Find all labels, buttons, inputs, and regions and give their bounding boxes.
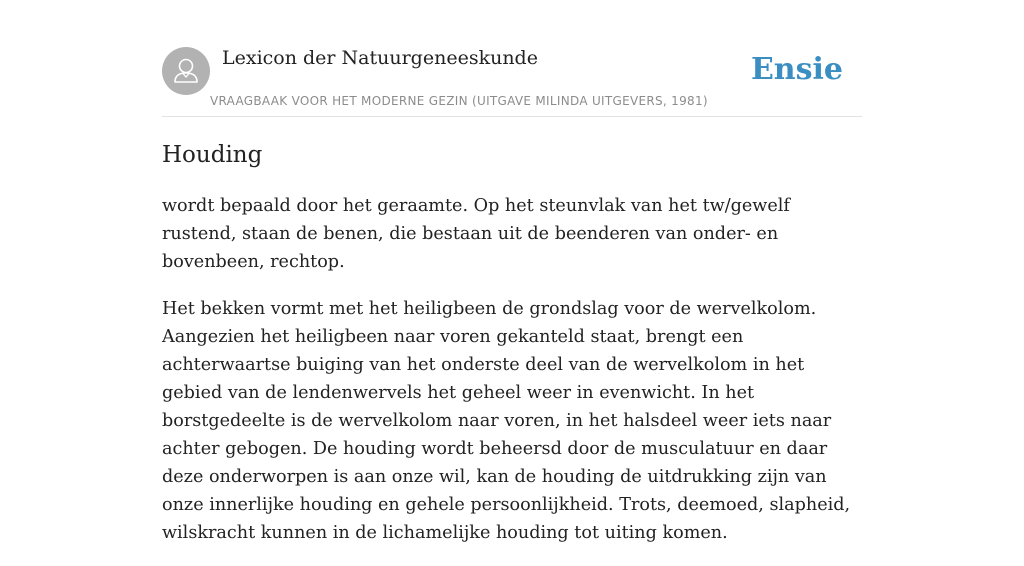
entry-title: Houding [162, 142, 263, 168]
user-silhouette-icon[interactable] [162, 47, 210, 95]
book-title-link[interactable]: Lexicon der Natuurgeneeskunde [222, 47, 538, 69]
entry-paragraph: wordt bepaald door het geraamte. Op het steunvlak van het tw/gewelf rustend, staan de benen, die bestaan uit de beenderen van onder- en bovenbeen, rechtop. [162, 196, 790, 272]
book-subtitle: VRAAGBAAK VOOR HET MODERNE GEZIN (UITGAVE MILINDA UITGEVERS, 1981) [210, 94, 708, 108]
source-header [162, 46, 862, 117]
ensie-logo-link[interactable]: Ensie [750, 52, 843, 87]
entry-paragraph: Het bekken vormt met het heiligbeen de grondslag voor de wervelkolom. Aangezien het heiligbeen naar voren gekanteld staat, brengt een achterwaartse buiging van het onderste deel van de wervelkolom in het gebied van de lendenwervels het geheel weer in evenwicht. In het borstgedeelte is de wervelkolom naar voren, in het halsdeel weer iets naar achter gebogen. De houding wordt beheersd door de musculatuur en daar deze onderworpen is aan onze wil, kan de houding de uitdrukking zijn van onze innerlijke houding en gehele persoonlijkheid. Trots, deemoed, slapheid, wilskracht kunnen in de lichamelijke houding tot uiting komen. [162, 299, 851, 543]
entry-body [162, 192, 862, 566]
